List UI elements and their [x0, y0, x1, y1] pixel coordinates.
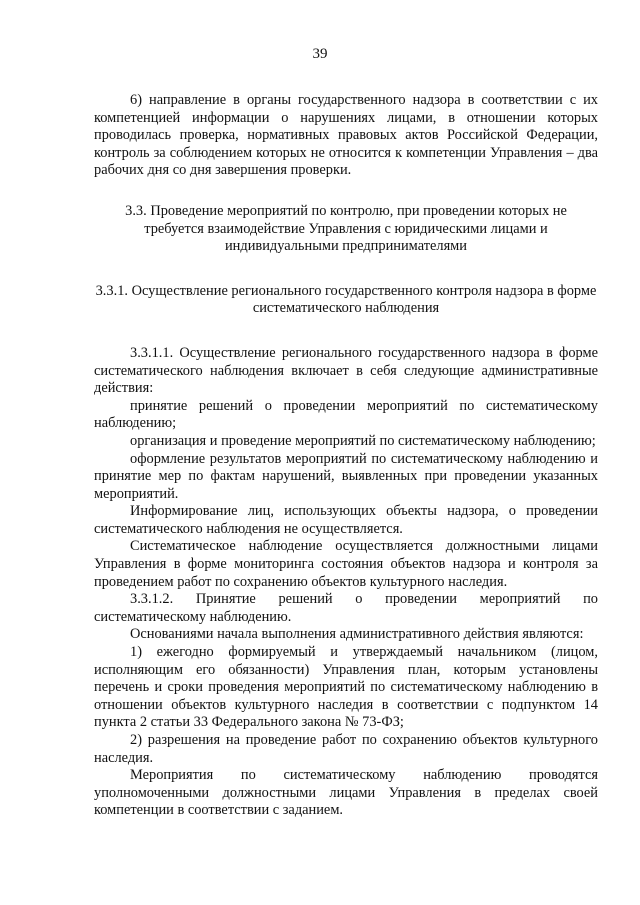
paragraph-3-3-1-2: 3.3.1.2. Принятие решений о проведении мероприятий по систематическому наблюдению.	[94, 591, 598, 625]
paragraph-item-6: 6) направление в органы государственного надзора в соответствии с их компетенцией информации о нарушениях лицами, в отношении которых проводилась проверка, нормативных правовых актов Российской Федерации, контроль за соблюдением которых не относится к компетенции Управления – два рабочих дня со дня завершения проверки.	[94, 92, 598, 179]
paragraph-plan: 1) ежегодно формируемый и утверждаемый начальником (лицом, исполняющим его обязанности) Управления план, которым установлены перечень и сроки проведения мероприятий по систематическому наблюдению в отношении объектов культурного наследия в соответствии с подпунктом 14 пункта 2 статьи 33 Федерального закона № 73-ФЗ;	[94, 644, 598, 731]
paragraph-grounds: Основаниями начала выполнения административного действия являются:	[130, 626, 584, 643]
paragraph-systematic-observation: Систематическое наблюдение осуществляется должностными лицами Управления в форме мониторинга состояния объектов надзора и контроля за проведением работ по сохранению объектов культурного наследия.	[94, 538, 598, 590]
paragraph-activities: Мероприятия по систематическому наблюдению проводятся уполномоченными должностными лицами Управления в пределах своей компетенции в соответствии с заданием.	[94, 767, 598, 819]
paragraph-decision-making: принятие решений о проведении мероприятий по систематическому наблюдению;	[94, 397, 598, 432]
document-body	[94, 92, 598, 820]
paragraph-3-3-1-1: 3.3.1.1. Осуществление регионального государственного надзора в форме систематического наблюдения включает в себя следующие административные действия:	[94, 344, 598, 397]
paragraph-organization: организация и проведение мероприятий по систематическому наблюдению;	[130, 432, 596, 449]
paragraph-informing: Информирование лиц, использующих объекты надзора, о проведении систематического наблюдения не осуществляется.	[94, 503, 598, 537]
paragraph-results: оформление результатов мероприятий по систематическому наблюдению и принятие мер по фактам нарушений, выявленных при проведении указанных мероприятий.	[94, 450, 598, 502]
subsection-heading-3-3-1: 3.3.1. Осуществление регионального государственного контроля надзора в форме систематического наблюдения	[95, 282, 597, 317]
paragraph-permits: 2) разрешения на проведение работ по сохранению объектов культурного наследия.	[94, 732, 598, 766]
section-heading-3-3: 3.3. Проведение мероприятий по контролю, при проведении которых не требуется взаимодействие Управления с юридическими лицами и индивидуальными предпринимателями	[125, 202, 567, 255]
page-number: 39	[312, 46, 328, 62]
